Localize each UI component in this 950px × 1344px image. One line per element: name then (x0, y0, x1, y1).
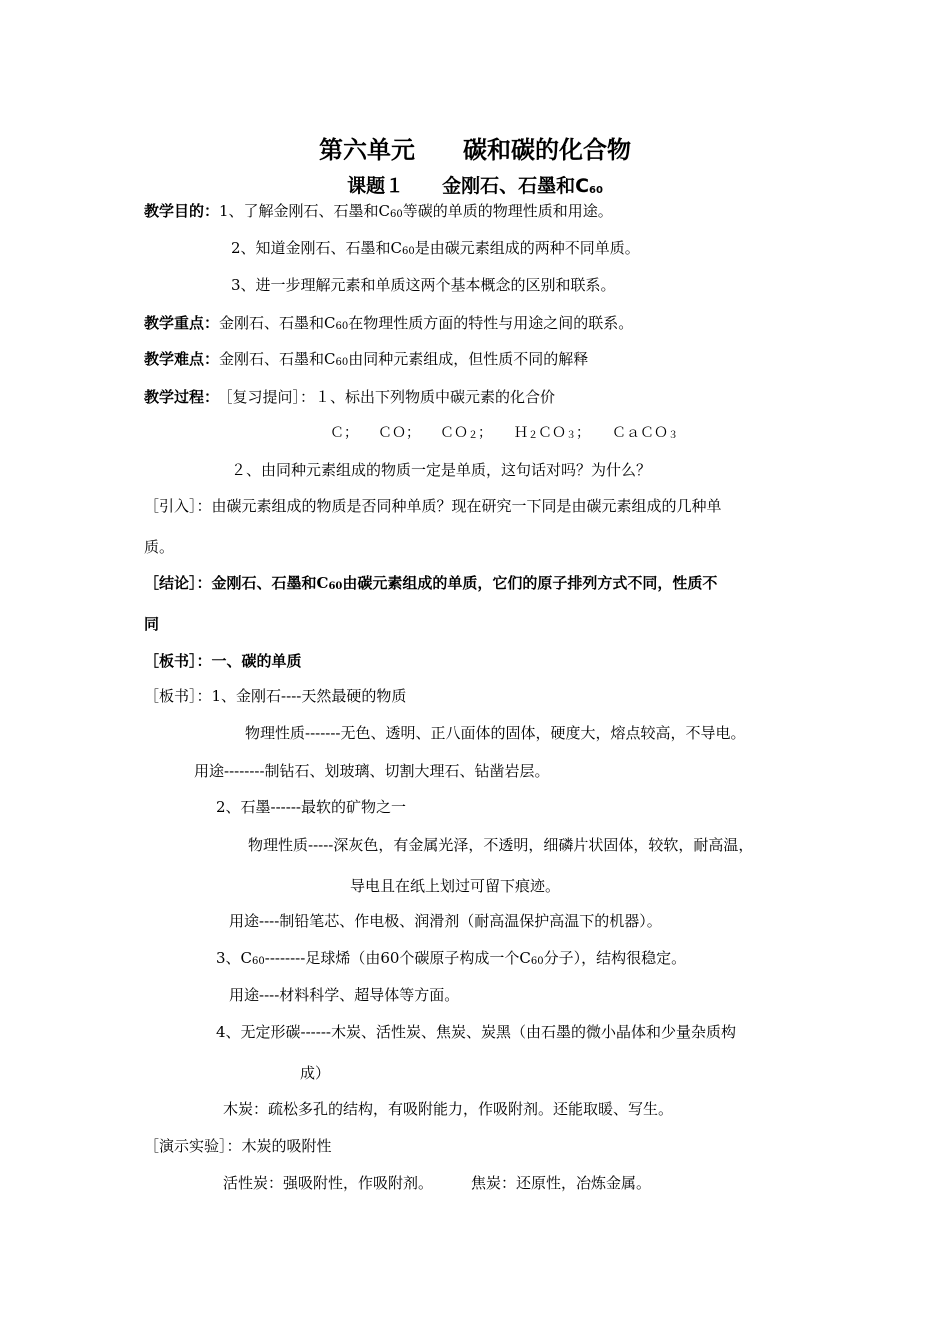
review-question-2: ２、由同种元素组成的物质一定是单质，这句话对吗？为什么？ (231, 461, 652, 479)
key-point-line (144, 313, 633, 333)
lesson-title-text: 课题１ 金刚石、石墨和C (347, 175, 590, 197)
intro-line-2: 质。 (144, 538, 175, 556)
conclusion-sub: 60 (328, 581, 343, 592)
diamond-uses: 用途--------制钻石、划玻璃、切割大理石、钻凿岩层。 (194, 762, 550, 780)
conclusion-label: ［结论］： (144, 574, 212, 592)
key-point-sub: 60 (335, 321, 349, 332)
board-label-2: ［板书］： (144, 687, 212, 705)
charcoal-description: 木炭：疏松多孔的结构，有吸附能力，作吸附剂。还能取暖、写生。 (223, 1100, 674, 1118)
review-question: ［复习提问］：１、标出下列物质中碳元素的化合价 (225, 388, 556, 406)
difficulty-line (144, 349, 588, 369)
diamond-properties: 物理性质-------无色、透明、正八面体的固体，硬度大，熔点较高，不导电。 (245, 724, 746, 742)
objective-2-text-end: 是由碳元素组成的两种不同单质。 (414, 239, 640, 257)
demo-label: ［演示实验］： (144, 1137, 242, 1155)
board-heading-2 (144, 686, 406, 706)
difficulty-text-end: 由同种元素组成，但性质不同的解释 (348, 350, 589, 368)
objectives-line-2 (231, 238, 640, 258)
formula-co2: ＣＯ$_2$； (440, 425, 492, 441)
diamond-heading: 1、金刚石----天然最硬的物质 (211, 687, 407, 705)
objective-2-text: 2、知道金刚石、石墨和C (231, 239, 403, 257)
difficulty-text: 金刚石、石墨和C (219, 350, 336, 368)
difficulty-label: 教学难点： (144, 350, 220, 368)
c60-text-mid: --------足球烯（由60个碳原子构成一个C (264, 949, 531, 967)
amorphous-heading: 4、无定形碳------木炭、活性炭、焦炭、炭黑（由石墨的微小晶体和少量杂质构 (216, 1023, 736, 1041)
key-point-text: 金刚石、石墨和C (219, 314, 336, 332)
process-label: 教学过程： (144, 388, 220, 406)
c60-heading (216, 948, 686, 968)
graphite-properties-2: 导电且在纸上划过可留下痕迹。 (350, 877, 561, 895)
formula-co: ＣＯ； (378, 425, 420, 441)
process-line (144, 387, 555, 407)
c60-uses: 用途----材料科学、超导体等方面。 (229, 986, 460, 1004)
objective-1-sub: 60 (390, 209, 403, 220)
graphite-heading: 2、石墨------最软的矿物之一 (216, 798, 406, 816)
formula-caco3: ＣａＣＯ$_3$ (612, 425, 678, 441)
formula-h2co3: Ｈ$_2$ＣＯ$_3$； (514, 425, 590, 441)
board-label-1: ［板书］： (144, 652, 212, 670)
board-text-1: 一、碳的单质 (211, 652, 302, 670)
objectives-line-3: 3、进一步理解元素和单质这两个基本概念的区别和联系。 (231, 276, 616, 294)
lesson-title-sub: 60 (589, 185, 603, 196)
objective-1-text: 1、了解金刚石、石墨和C (219, 202, 391, 220)
demo-text: 木炭的吸附性 (241, 1137, 332, 1155)
conclusion-line-1 (144, 573, 717, 593)
conclusion-text-end: 由碳元素组成的单质，它们的原子排列方式不同，性质不 (342, 574, 718, 592)
difficulty-sub: 60 (335, 357, 349, 368)
key-point-text-end: 在物理性质方面的特性与用途之间的联系。 (348, 314, 634, 332)
formula-line (330, 423, 678, 443)
key-point-label: 教学重点： (144, 314, 220, 332)
conclusion-line-2: 同 (144, 615, 160, 633)
c60-sub-2: 60 (530, 956, 544, 967)
graphite-properties: 物理性质-----深灰色，有金属光泽，不透明，细磷片状固体，较软，耐高温， (248, 836, 754, 854)
board-heading-1 (144, 651, 302, 671)
c60-text: 3、C (216, 949, 253, 967)
c60-text-end: 分子），结构很稳定。 (543, 949, 687, 967)
lesson-title (0, 174, 950, 198)
conclusion-text: 金刚石、石墨和C (211, 574, 329, 592)
coke: 焦炭：还原性，冶炼金属。 (471, 1174, 652, 1192)
objective-1-text-end: 等碳的单质的物理性质和用途。 (402, 202, 613, 220)
graphite-uses: 用途----制铅笔芯、作电极、润滑剂（耐高温保护高温下的机器）。 (229, 912, 662, 930)
demo-line (144, 1136, 332, 1156)
c60-sub: 60 (252, 956, 265, 967)
amorphous-heading-2: 成） (300, 1064, 331, 1082)
objectives-label: 教学目的： (144, 202, 220, 220)
objective-2-sub: 60 (402, 246, 415, 257)
formula-c: Ｃ； (330, 425, 358, 441)
carbon-uses-line (223, 1173, 651, 1193)
intro-line-1: ［引入］：由碳元素组成的物质是否同种单质？现在研究一下同是由碳元素组成的几种单 (144, 497, 722, 515)
activated-carbon: 活性炭：强吸附性，作吸附剂。 (223, 1174, 434, 1192)
objectives-line-1 (144, 201, 613, 221)
unit-title: 第六单元 碳和碳的化合物 (319, 136, 631, 164)
